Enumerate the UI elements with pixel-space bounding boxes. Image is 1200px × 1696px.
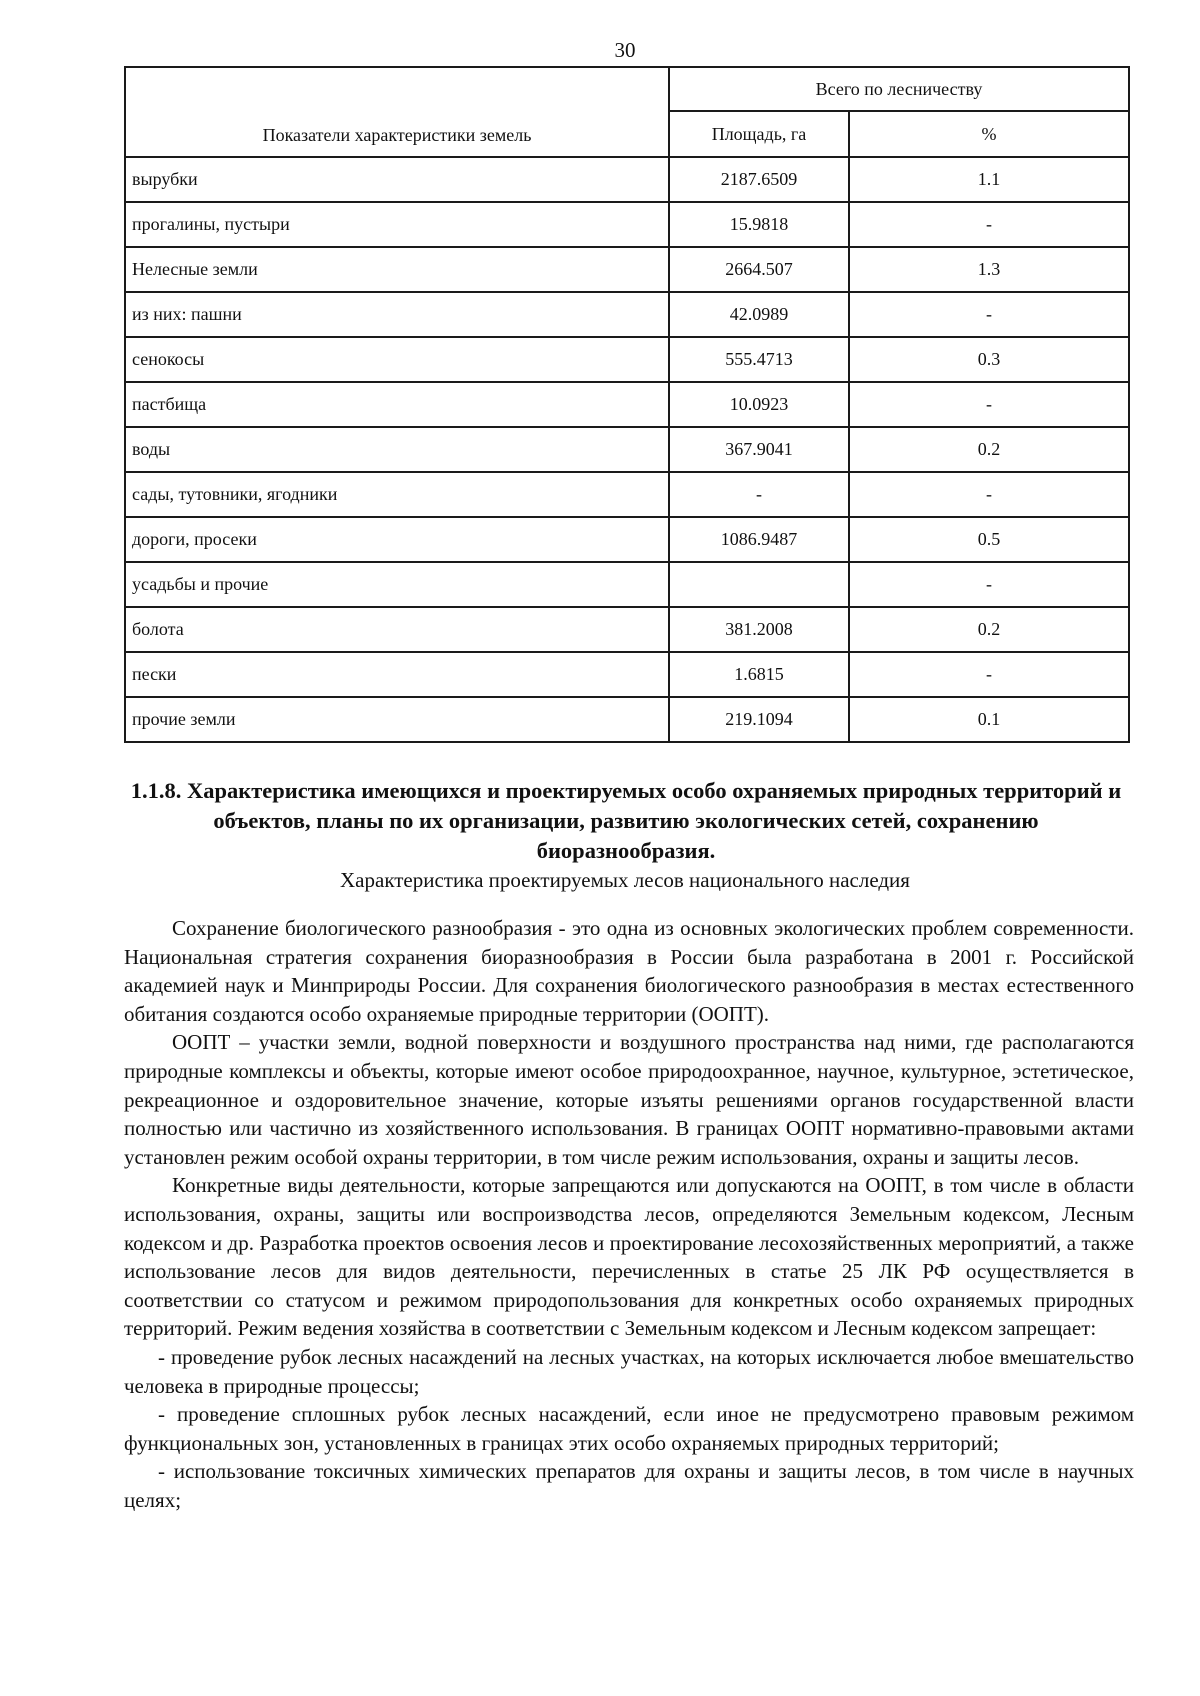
row-name: сенокосы: [125, 337, 669, 382]
paragraph: ООПТ – участки земли, водной поверхности и воздушного пространства над ними, где располагаются природные комплексы и объекты, которые имеют особое природоохранное, научное, культурное, эстетическое, рекреационное и оздоровительное значение, которые изъяты решениями органов государственной власти полностью или частично из хозяйственного использования. В границах ООПТ нормативно-правовыми актами установлен режим особой охраны территории, в том числе режим использования, охраны и защиты лесов.: [124, 1030, 1134, 1169]
paragraph: Конкретные виды деятельности, которые запрещаются или допускаются на ООПТ, в том числе в области использования, охраны, защиты или воспроизводства лесов, определяются Земельным кодексом, Лесным кодексом и др. Разработка проектов освоения лесов и проектирование лесохозяйственных мероприятий, а также использование лесов для видов деятельности, перечисленных в статье 25 ЛК РФ осуществляется в соответствии со статусом и режимом природопользования для конкретных особо охраняемых природных территорий. Режим ведения хозяйства в соответствии с Земельным кодексом и Лесным кодексом запрещает:: [124, 1173, 1134, 1341]
row-percent: -: [849, 202, 1129, 247]
row-area: 219.1094: [669, 697, 849, 742]
table-row: [125, 292, 1129, 337]
row-percent: -: [849, 472, 1129, 517]
body-text: [124, 914, 1134, 1514]
table-row: [125, 607, 1129, 652]
list-item: - проведение сплошных рубок лесных насаждений, если иное не предусмотрено правовым режимом функциональных зон, установленных в границах этих особо охраняемых природных территорий;: [124, 1402, 1134, 1455]
row-area: 367.9041: [669, 427, 849, 472]
row-name: прочие земли: [125, 697, 669, 742]
row-name: Нелесные земли: [125, 247, 669, 292]
row-name: сады, тутовники, ягодники: [125, 472, 669, 517]
table-row: [125, 697, 1129, 742]
list-item: - использование токсичных химических препаратов для охраны и защиты лесов, в том числе в научных целях;: [124, 1459, 1134, 1512]
row-area: 2187.6509: [669, 157, 849, 202]
paragraph: Сохранение биологического разнообразия - это одна из основных экологических проблем современности. Национальная стратегия сохранения биоразнообразия в России была разработана в 2001 г. Российской академией наук и Минприроды России. Для сохранения биологического разнообразия в местах естественного обитания создаются особо охраняемые природные территории (ООПТ).: [124, 916, 1134, 1026]
table-row: [125, 517, 1129, 562]
row-percent: 1.1: [849, 157, 1129, 202]
table-row: [125, 472, 1129, 517]
section-heading: 1.1.8. Характеристика имеющихся и проектируемых особо охраняемых природных территорий и объектов, планы по их организации, развитию экологических сетей, сохранению биоразнообразия.: [130, 778, 1122, 863]
row-area: 1.6815: [669, 652, 849, 697]
table-row: [125, 427, 1129, 472]
section-subtitle: Характеристика проектируемых лесов национального наследия: [340, 868, 910, 892]
row-percent: 0.5: [849, 517, 1129, 562]
row-area: 10.0923: [669, 382, 849, 427]
row-name: прогалины, пустыри: [125, 202, 669, 247]
row-percent: -: [849, 562, 1129, 607]
table-row: [125, 337, 1129, 382]
table-row: [125, 247, 1129, 292]
row-name: пастбища: [125, 382, 669, 427]
row-percent: 0.3: [849, 337, 1129, 382]
row-area: [669, 562, 849, 607]
land-characteristics-table: [124, 66, 1130, 743]
row-percent: -: [849, 382, 1129, 427]
column-header-percent: %: [849, 111, 1129, 157]
row-name: из них: пашни: [125, 292, 669, 337]
column-header-indicators: Показатели характеристики земель: [125, 67, 669, 157]
row-area: 1086.9487: [669, 517, 849, 562]
row-area: 42.0989: [669, 292, 849, 337]
column-header-area: Площадь, га: [669, 111, 849, 157]
page-number: 30: [614, 38, 636, 62]
list-item: - проведение рубок лесных насаждений на лесных участках, на которых исключается любое вмешательство человека в природные процессы;: [124, 1344, 1134, 1398]
row-area: 15.9818: [669, 202, 849, 247]
row-name: дороги, просеки: [125, 517, 669, 562]
table-row: [125, 202, 1129, 247]
row-percent: 1.3: [849, 247, 1129, 292]
row-name: вырубки: [125, 157, 669, 202]
row-name: воды: [125, 427, 669, 472]
row-name: усадьбы и прочие: [125, 562, 669, 607]
row-name: болота: [125, 607, 669, 652]
table-row: [125, 157, 1129, 202]
table-row: [125, 652, 1129, 697]
table-row: [125, 382, 1129, 427]
row-area: -: [669, 472, 849, 517]
row-area: 2664.507: [669, 247, 849, 292]
row-percent: -: [849, 652, 1129, 697]
row-percent: 0.1: [849, 697, 1129, 742]
row-area: 381.2008: [669, 607, 849, 652]
column-group-header-forestry-total: Всего по лесничеству: [669, 67, 1129, 111]
row-name: пески: [125, 652, 669, 697]
row-percent: 0.2: [849, 427, 1129, 472]
table-header-row: [125, 67, 1129, 111]
table-row: [125, 562, 1129, 607]
row-area: 555.4713: [669, 337, 849, 382]
row-percent: -: [849, 292, 1129, 337]
row-percent: 0.2: [849, 607, 1129, 652]
